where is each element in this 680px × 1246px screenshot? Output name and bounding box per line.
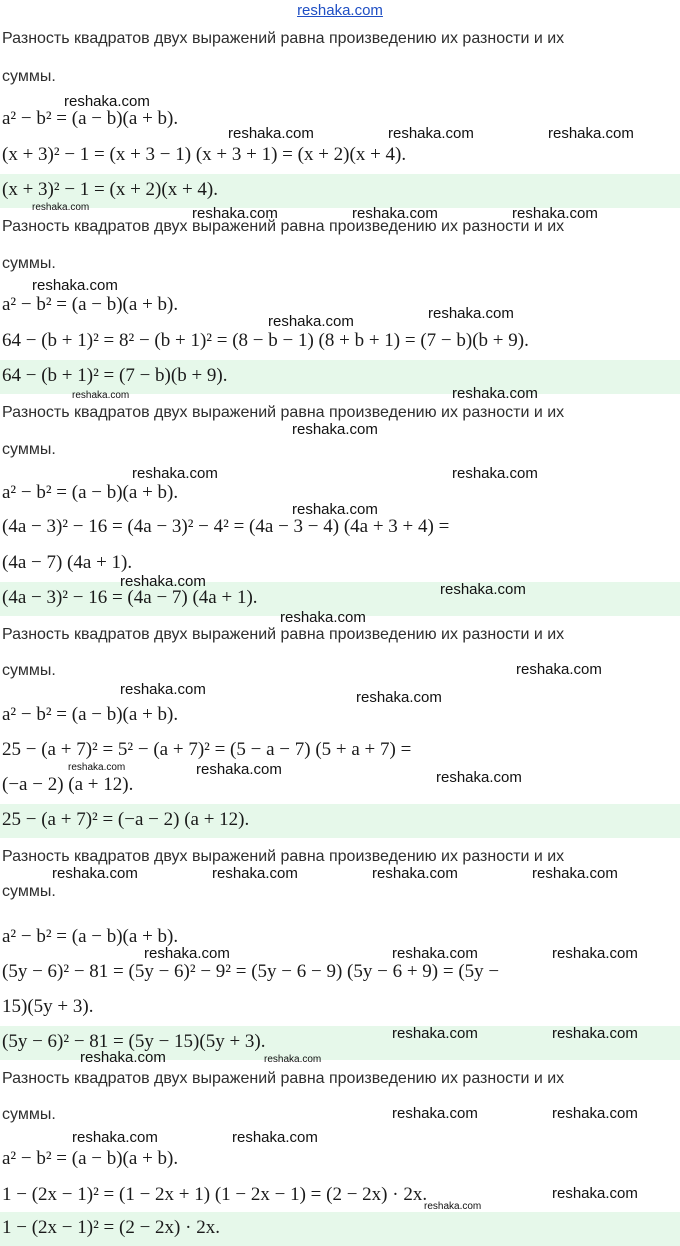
watermark-text: reshaka.com: [80, 1049, 166, 1066]
watermark-text: reshaka.com: [436, 769, 522, 786]
rule-text-line2: суммы.: [2, 441, 56, 458]
watermark-text: reshaka.com: [264, 1054, 322, 1065]
formula-line: a² − b² = (a − b)(a + b).: [2, 926, 179, 947]
work-line: 1 − (2x − 1)² = (1 − 2x + 1) (1 − 2x − 1) = (2 − 2x) · 2x.: [2, 1184, 428, 1205]
watermark-text: reshaka.com: [552, 1025, 638, 1042]
watermark-text: reshaka.com: [292, 501, 378, 518]
rule-text-line2: суммы.: [2, 68, 56, 85]
watermark-text: reshaka.com: [356, 689, 442, 706]
watermark-text: reshaka.com: [72, 390, 130, 401]
work-line: (4a − 3)² − 16 = (4a − 3)² − 4² = (4a − 3 − 4) (4a + 3 + 4) =: [2, 516, 450, 537]
watermark-text: reshaka.com: [352, 205, 438, 222]
rule-text-line2: суммы.: [2, 883, 56, 900]
watermark-text: reshaka.com: [552, 945, 638, 962]
rule-text-line1: Разность квадратов двух выражений равна произведению их разности и их: [2, 626, 565, 643]
work-line: (4a − 7) (4a + 1).: [2, 552, 133, 573]
watermark-text: reshaka.com: [132, 465, 218, 482]
rule-text-line2: суммы.: [2, 255, 56, 272]
watermark-text: reshaka.com: [392, 945, 478, 962]
answer-box: [0, 1212, 680, 1246]
formula-line: a² − b² = (a − b)(a + b).: [2, 294, 179, 315]
rule-text-line1: Разность квадратов двух выражений равна произведению их разности и их: [2, 218, 565, 235]
answer-line: 25 − (a + 7)² = (−a − 2) (a + 12).: [2, 809, 250, 830]
watermark-text: reshaka.com: [72, 1129, 158, 1146]
answer-box: [0, 174, 680, 208]
watermark-text: reshaka.com: [372, 865, 458, 882]
watermark-text: reshaka.com: [32, 202, 90, 213]
watermark-text: reshaka.com: [120, 573, 206, 590]
watermark-text: reshaka.com: [68, 762, 126, 773]
rule-text-line1: Разность квадратов двух выражений равна произведению их разности и их: [2, 1070, 565, 1087]
watermark-text: reshaka.com: [516, 661, 602, 678]
work-line: (−a − 2) (a + 12).: [2, 774, 134, 795]
watermark-text: reshaka.com: [32, 277, 118, 294]
watermark-text: reshaka.com: [452, 385, 538, 402]
watermark-text: reshaka.com: [392, 1105, 478, 1122]
watermark-text: reshaka.com: [452, 465, 538, 482]
watermark-text: reshaka.com: [120, 681, 206, 698]
watermark-text: reshaka.com: [280, 609, 366, 626]
work-line: (x + 3)² − 1 = (x + 3 − 1) (x + 3 + 1) = (x + 2)(x + 4).: [2, 144, 407, 165]
watermark-text: reshaka.com: [64, 93, 150, 110]
watermark-text: reshaka.com: [388, 125, 474, 142]
work-line: 15)(5y + 3).: [2, 996, 94, 1017]
formula-line: a² − b² = (a − b)(a + b).: [2, 482, 179, 503]
watermark-text: reshaka.com: [548, 125, 634, 142]
answer-line: (5y − 6)² − 81 = (5y − 15)(5y + 3).: [2, 1031, 266, 1052]
rule-text-line1: Разность квадратов двух выражений равна произведению их разности и их: [2, 404, 565, 421]
watermark-text: reshaka.com: [196, 761, 282, 778]
work-line: 64 − (b + 1)² = 8² − (b + 1)² = (8 − b − 1) (8 + b + 1) = (7 − b)(b + 9).: [2, 330, 529, 351]
watermark-text: reshaka.com: [532, 865, 618, 882]
answer-line: 1 − (2x − 1)² = (2 − 2x) · 2x.: [2, 1217, 220, 1238]
watermark-text: reshaka.com: [292, 421, 378, 438]
rule-text-line1: Разность квадратов двух выражений равна произведению их разности и их: [2, 848, 565, 865]
work-line: 25 − (a + 7)² = 5² − (a + 7)² = (5 − a − 7) (5 + a + 7) =: [2, 739, 412, 760]
answer-line: (4a − 3)² − 16 = (4a − 7) (4a + 1).: [2, 587, 258, 608]
formula-line: a² − b² = (a − b)(a + b).: [2, 704, 179, 725]
answer-box: [0, 360, 680, 394]
watermark-text: reshaka.com: [268, 313, 354, 330]
answer-box: [0, 804, 680, 838]
watermark-text: reshaka.com: [232, 1129, 318, 1146]
watermark-text: reshaka.com: [512, 205, 598, 222]
work-line: (5y − 6)² − 81 = (5y − 6)² − 9² = (5y − 6 − 9) (5y − 6 + 9) = (5y −: [2, 961, 500, 982]
watermark-text: reshaka.com: [392, 1025, 478, 1042]
answer-line: (x + 3)² − 1 = (x + 2)(x + 4).: [2, 179, 218, 200]
watermark-text: reshaka.com: [428, 305, 514, 322]
rule-text-line1: Разность квадратов двух выражений равна произведению их разности и их: [2, 30, 565, 47]
watermark-text: reshaka.com: [440, 581, 526, 598]
watermark-text: reshaka.com: [552, 1105, 638, 1122]
watermark-text: reshaka.com: [424, 1201, 482, 1212]
watermark-text: reshaka.com: [144, 945, 230, 962]
watermark-text: reshaka.com: [212, 865, 298, 882]
formula-line: a² − b² = (a − b)(a + b).: [2, 108, 179, 129]
rule-text-line2: суммы.: [2, 1106, 56, 1123]
answer-line: 64 − (b + 1)² = (7 − b)(b + 9).: [2, 365, 228, 386]
watermark-text: reshaka.com: [52, 865, 138, 882]
watermark-text: reshaka.com: [228, 125, 314, 142]
formula-line: a² − b² = (a − b)(a + b).: [2, 1148, 179, 1169]
watermark-text: reshaka.com: [192, 205, 278, 222]
site-header-link[interactable]: reshaka.com: [297, 2, 383, 19]
watermark-text: reshaka.com: [552, 1185, 638, 1202]
rule-text-line2: суммы.: [2, 662, 56, 679]
